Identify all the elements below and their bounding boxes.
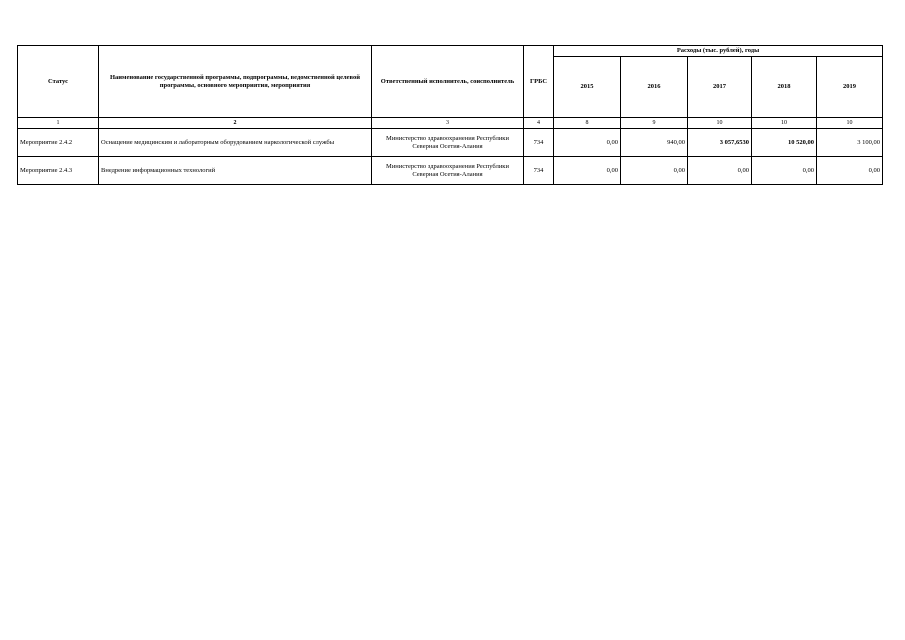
expenses-table	[17, 45, 883, 185]
header-year-2015: 2015	[554, 57, 621, 118]
row-value-2017: 3 057,6530	[688, 129, 752, 157]
header-year-2016: 2016	[621, 57, 688, 118]
row-value-2019: 0,00	[817, 157, 883, 185]
row-status: Мероприятие 2.4.2	[18, 129, 99, 157]
header-row-1	[18, 46, 883, 57]
header-name: Наименование государственной программы, подпрограммы, ведомственной целевой программы, основного мероприятия, мероприятия	[99, 46, 372, 118]
row-value-2017: 0,00	[688, 157, 752, 185]
column-number: 8	[554, 118, 621, 129]
row-value-2016: 0,00	[621, 157, 688, 185]
row-value-2018: 0,00	[752, 157, 817, 185]
column-number: 9	[621, 118, 688, 129]
header-year-2017: 2017	[688, 57, 752, 118]
row-value-2019: 3 100,00	[817, 129, 883, 157]
row-value-2015: 0,00	[554, 157, 621, 185]
row-name: Оснащение медицинским и лабораторным оборудованием наркологической службы	[99, 129, 372, 157]
column-number: 1	[18, 118, 99, 129]
header-expenses: Расходы (тыс. рублей), годы	[554, 46, 883, 57]
row-executor: Министерство здравоохранения Республики Северная Осетия-Алания	[372, 129, 524, 157]
column-number: 10	[688, 118, 752, 129]
header-status: Статус	[18, 46, 99, 118]
row-name: Внедрение информационных технологий	[99, 157, 372, 185]
column-number: 10	[752, 118, 817, 129]
table-row	[18, 157, 883, 185]
column-number: 10	[817, 118, 883, 129]
column-number: 4	[524, 118, 554, 129]
header-year-2018: 2018	[752, 57, 817, 118]
table-row	[18, 129, 883, 157]
header-executor: Ответственный исполнитель, соисполнитель	[372, 46, 524, 118]
column-number: 3	[372, 118, 524, 129]
row-executor: Министерство здравоохранения Республики Северная Осетия-Алания	[372, 157, 524, 185]
row-value-2018: 10 520,00	[752, 129, 817, 157]
row-value-2015: 0,00	[554, 129, 621, 157]
row-value-2016: 940,00	[621, 129, 688, 157]
row-grbs: 734	[524, 157, 554, 185]
column-number: 2	[99, 118, 372, 129]
row-status: Мероприятие 2.4.3	[18, 157, 99, 185]
column-number-row	[18, 118, 883, 129]
header-grbs: ГРБС	[524, 46, 554, 118]
row-grbs: 734	[524, 129, 554, 157]
header-year-2019: 2019	[817, 57, 883, 118]
